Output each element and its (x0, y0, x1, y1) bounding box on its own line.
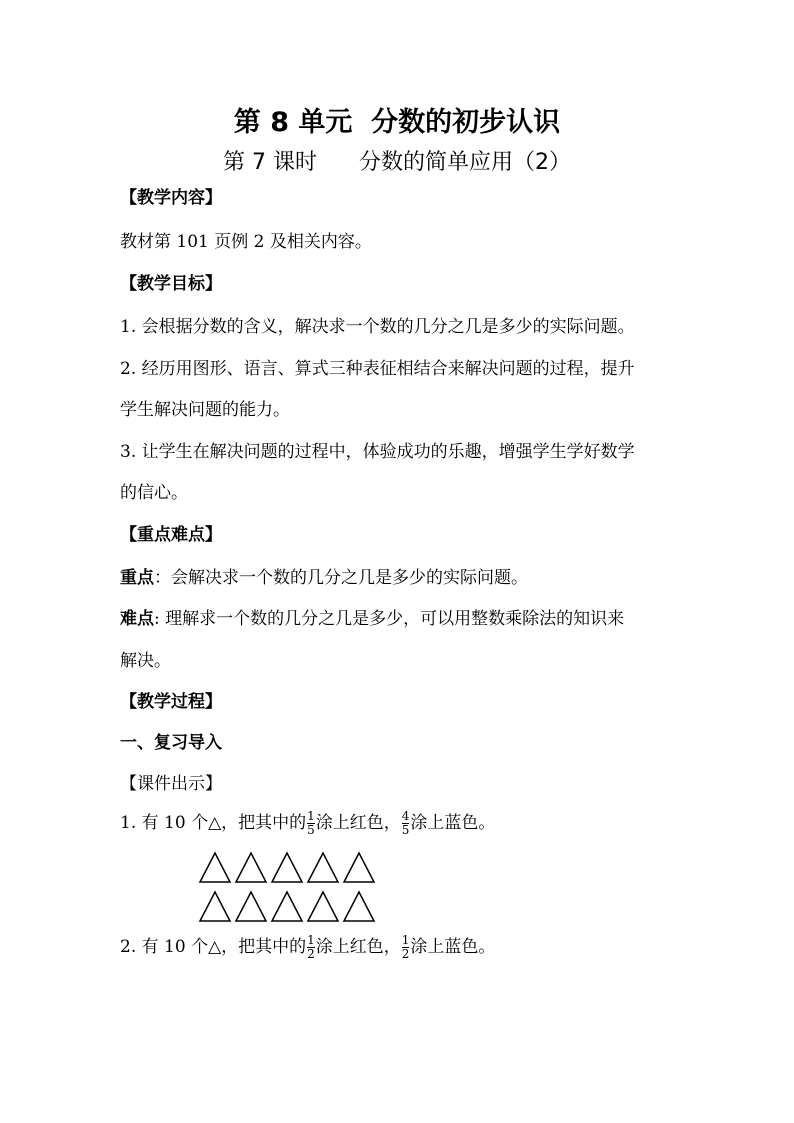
triangle-icon (308, 892, 338, 921)
triangle-icon (272, 892, 302, 921)
problem-1-prefix: 1. 有 10 个△，把其中的 (120, 813, 307, 833)
key-point (120, 566, 528, 590)
section-heading-process: 【教学过程】 (120, 692, 222, 712)
fraction-numerator: 1 (307, 933, 315, 947)
difficulty-label: 难点 (120, 609, 154, 629)
triangle-row-2 (198, 889, 378, 923)
problem-1-suffix: 涂上蓝色。 (410, 813, 496, 833)
triangle-icon (272, 853, 302, 882)
triangle-icon (308, 853, 338, 882)
triangle-row-1 (198, 850, 378, 884)
lesson-subtitle: 第 7 课时 分数的简单应用（2） (223, 150, 571, 175)
goal-3-line-1: 3. 让学生在解决问题的过程中，体验成功的乐趣，增强学生学好数学 (120, 442, 635, 462)
courseware-heading: 【课件出示】 (120, 774, 222, 794)
difficulty-point (120, 607, 624, 631)
problem-2-suffix: 涂上蓝色。 (410, 937, 496, 957)
goal-2-line-2: 学生解决问题的能力。 (120, 400, 290, 420)
goal-2-line-1: 2. 经历用图形、语言、算式三种表征相结合来解决问题的过程，提升 (120, 359, 635, 379)
fraction-one-half (307, 934, 315, 961)
fraction-denominator: 5 (401, 823, 410, 837)
difficulty-text-line-2: 解决。 (120, 651, 171, 671)
problem-2-prefix: 2. 有 10 个△，把其中的 (120, 937, 307, 957)
triangle-icon (344, 853, 374, 882)
fraction-denominator: 2 (401, 947, 410, 961)
triangle-icon (200, 853, 230, 882)
problem-1-middle: 涂上红色， (315, 813, 401, 833)
fraction-denominator: 2 (307, 947, 315, 961)
key-point-label: 重点 (120, 568, 154, 588)
content-text: 教材第 101 页例 2 及相关内容。 (120, 232, 372, 252)
problem-1 (120, 810, 495, 837)
unit-title: 第 8 单元 分数的初步认识 (233, 107, 561, 138)
part-1-heading: 一、复习导入 (120, 733, 222, 753)
goal-1: 1. 会根据分数的含义，解决求一个数的几分之几是多少的实际问题。 (120, 317, 635, 337)
problem-2-middle: 涂上红色， (315, 937, 401, 957)
triangle-icon (236, 853, 266, 882)
section-heading-goals: 【教学目标】 (120, 274, 222, 294)
fraction-denominator: 5 (307, 823, 315, 837)
section-heading-key-points: 【重点难点】 (120, 525, 222, 545)
section-heading-content: 【教学内容】 (120, 188, 222, 208)
fraction-numerator: 4 (401, 809, 410, 823)
fraction-numerator: 1 (401, 933, 410, 947)
triangle-icon (200, 892, 230, 921)
goal-3-line-2: 的信心。 (120, 483, 188, 503)
triangle-icon (344, 892, 374, 921)
fraction-numerator: 1 (307, 809, 315, 823)
fraction-four-fifths (402, 810, 410, 837)
fraction-one-fifth (307, 810, 315, 837)
problem-2 (120, 934, 495, 961)
triangle-icon (236, 892, 266, 921)
difficulty-text-line-1: : 理解求一个数的几分之几是多少，可以用整数乘除法的知识来 (154, 609, 625, 629)
key-point-text: ：会解决求一个数的几分之几是多少的实际问题。 (154, 568, 528, 588)
fraction-one-half (402, 934, 410, 961)
